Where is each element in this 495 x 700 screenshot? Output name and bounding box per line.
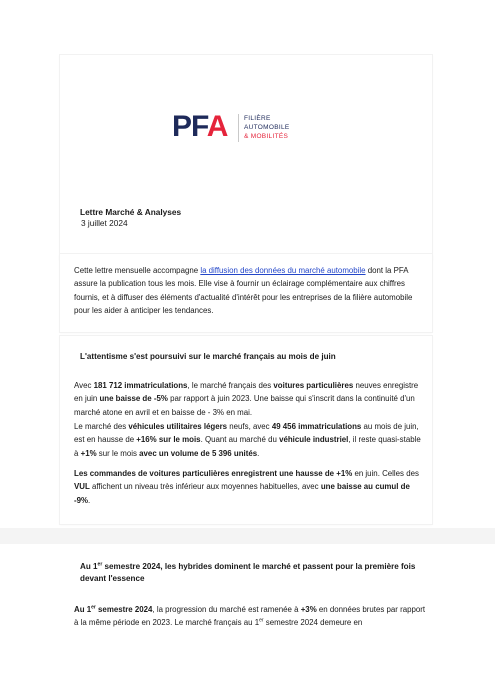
logo-tagline: FILIÈRE AUTOMOBILE & MOBILITÉS: [244, 115, 290, 140]
header-card: [60, 55, 432, 260]
newsletter-title: Lettre Marché & Analyses: [80, 207, 182, 217]
logo-wordmark: PFA: [172, 110, 228, 143]
section1-paragraph-3: Les commandes de voitures particulières enregistrent une hausse de +1% en juin. Celles des VUL affichent un niveau très inférieur aux moyennes habituelles, avec une baisse au cumul de -9%.: [74, 469, 419, 505]
pfa-logo: [172, 110, 332, 150]
newsletter-header: [80, 207, 181, 229]
newsletter-date: 3 juillet 2024: [81, 218, 128, 228]
logo-separator: [238, 114, 239, 142]
section-divider-band: [0, 528, 495, 544]
intro-paragraph: Cette lettre mensuelle accompagne la diffusion des données du marché automobile dont la PFA assure la publication tous les mois. Elle vise à fournir un éclairage complémentaire aux chiffres fournis, et à diffuser des éléments d'actualité d'intérêt pour les entreprises de la filière automobile pour les aider à anticiper les tendances.: [74, 266, 413, 315]
section1-heading: L'attentisme s'est poursuivi sur le marché français au mois de juin: [80, 352, 336, 361]
section2-heading: Au 1er semestre 2024, les hybrides dominent le marché et passent pour la première fois devant l'essence: [80, 561, 416, 583]
market-data-link[interactable]: la diffusion des données du marché automobile: [200, 266, 366, 275]
section2-paragraph: Au 1er semestre 2024, la progression du marché est ramenée à +3% en données brutes par rapport à la même période en 2023. Le marché français au 1er semestre 2024 demeure en: [74, 604, 426, 628]
section1-paragraph-1: Avec 181 712 immatriculations, le marché français des voitures particulières neuves enregistre en juin une baisse de -5% par rapport à juin 2023. Une baisse qui s'inscrit dans la continuité d'un marché atone en avril et en baisse de - 3% en mai.: [74, 381, 419, 417]
section1-paragraph-2: Le marché des véhicules utilitaires légers neufs, avec 49 456 immatriculations au mois de juin, est en hausse de +16% sur le mois. Quant au marché du véhicule industriel, il reste quasi-stable à +1% sur le mois avec un volume de 5 396 unités.: [74, 422, 421, 458]
